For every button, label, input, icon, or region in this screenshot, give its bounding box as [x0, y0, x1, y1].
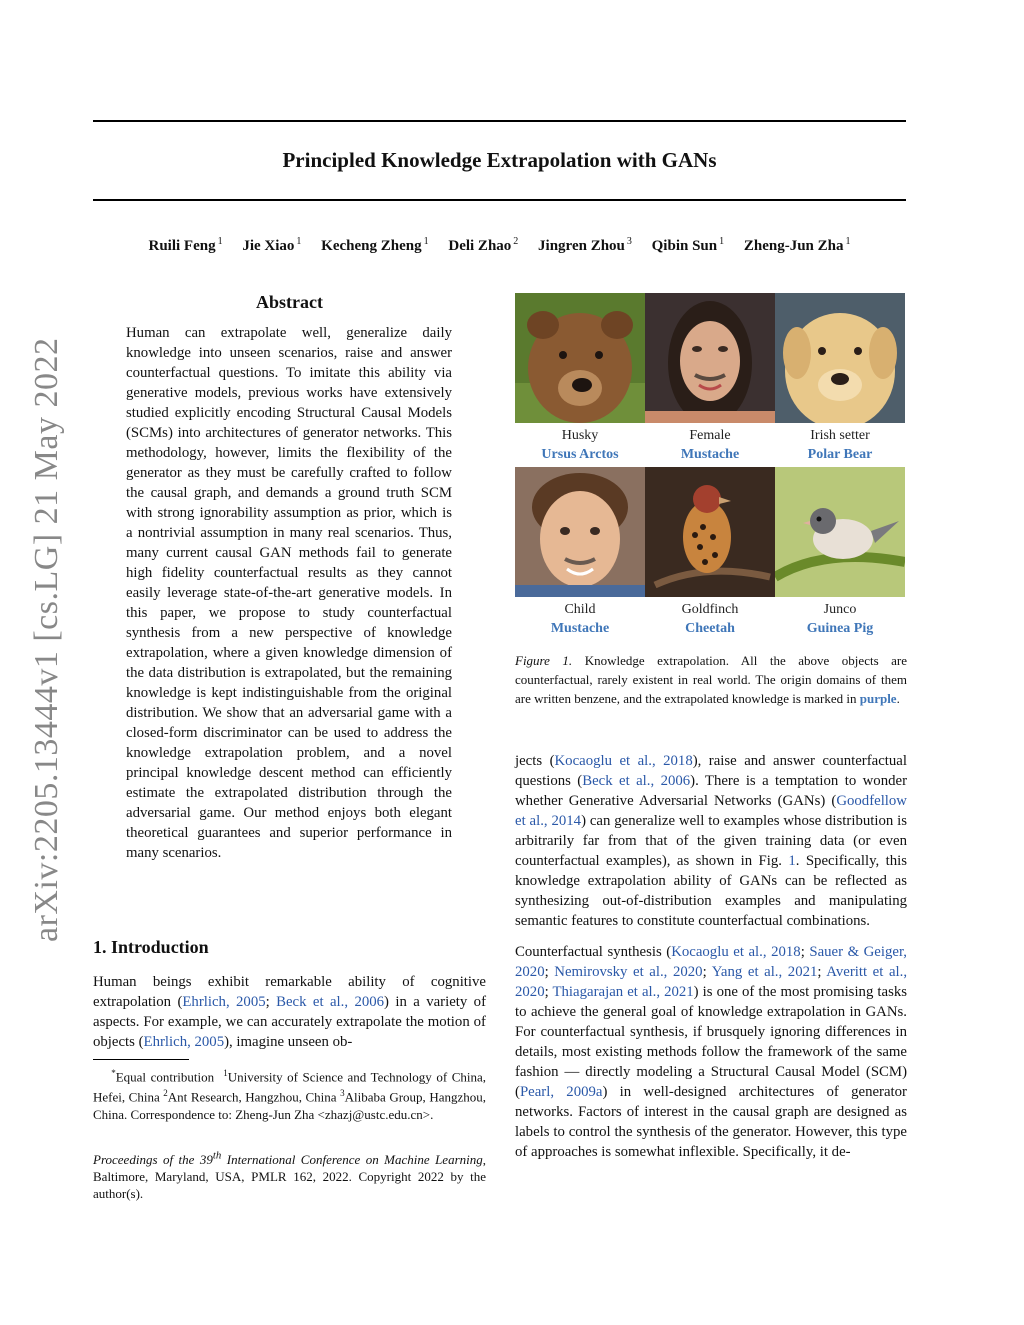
bear-husky-image	[515, 293, 645, 423]
citation-link[interactable]: Beck et al., 2006	[582, 773, 691, 789]
author: Qibin Sun $^1$	[651, 236, 725, 254]
proceedings-note: Proceedings of the 39th International Conference on Machine Learning, Baltimore, Maryland, USA, PMLR 162, 2022. Copyright 2022 by the author(s).	[93, 1150, 487, 1202]
figure-label: Husky Ursus Arctos	[541, 428, 619, 462]
citation-link[interactable]: Goodfellow et al., 2014	[515, 793, 907, 829]
right-column-text	[515, 751, 907, 1173]
author: Deli Zhao $^2$	[448, 236, 519, 254]
spotted-bird-image	[645, 467, 775, 597]
abstract-heading: Abstract	[256, 292, 323, 312]
citation-link[interactable]: Sauer & Geiger, 2020	[515, 944, 907, 980]
woman-mustache-image	[645, 293, 775, 423]
arxiv-stamp[interactable]: arXiv:2205.13444v1 [cs.LG] 21 May 2022	[28, 337, 65, 942]
paper-title: Principled Knowledge Extrapolation with GANs	[282, 148, 717, 172]
figure-label: Child Mustache	[550, 602, 610, 636]
author: Ruili Feng $^1$	[148, 236, 223, 254]
figure-label: Goldfinch Cheetah	[681, 602, 739, 636]
abstract-text: Human can extrapolate well, generalize daily knowledge into unseen scenarios, raise and answer counterfactual questions. To imitate this ability via generative models, previous works have extensively studied explicitly encoding Structural Causal Models (SCMs) into architectures of generator networks. This methodology, however, limits the flexibility of the generator as they must be carefully crafted to follow the causal graph, and demands a ground truth SCM with strong ignorability assumption as prior, which is a nontrivial assumption in many real scenarios. Thus, many current causal GAN methods fail to generate high fidelity counterfactual results as they cannot easily leverage state-of-the-art generative models. In this paper, we propose to study counterfactual synthesis from a new perspective of knowledge extrapolation, where a given knowledge dimension of the data distribution is extrapolated, but the remaining knowledge is kept indistinguishable from the original distribution. We show that an adversarial game with a closed-form discriminator can be used to address the knowledge extrapolation problem, and a novel principal knowledge descent method can efficiently estimate the extrapolated distribution through the adversarial game. Our method enjoys both elegant theoretical guarantees and superior performance in many scenarios.	[126, 325, 452, 861]
author: Zheng-Jun Zha $^1$	[743, 236, 851, 254]
author: Kecheng Zheng $^1$	[321, 236, 429, 254]
citation-link[interactable]: Ehrlich, 2005	[182, 994, 266, 1010]
figure-caption: Figure 1. Knowledge extrapolation. All the above objects are counterfactual, rarely existent in real world. The origin domains of them are written benzene, and the extrapolated knowledge is marked in purple.	[515, 653, 908, 706]
author: Jingren Zhou $^3$	[538, 236, 632, 254]
footnote-rule	[93, 1059, 189, 1060]
citation-link[interactable]: Kocaoglu et al., 2018	[671, 944, 801, 960]
figure-label: Junco Guinea Pig	[806, 602, 874, 636]
figure-label: Female Mustache	[680, 428, 740, 462]
body-paragraph: jects (Kocaoglu et al., 2018), raise and answer counterfactual questions (Beck et al., 2006). There is a temptation to wonder whether Generative Adversarial Networks (GANs) (Goodfellow et al., 2014) can generalize well to examples whose distribution is arbitrarily far from that of the given training data (or even counterfactual examples), as shown in Fig. 1. Specifically, this knowledge extrapolation ability of GANs can be reflected as synthesizing out-of-distribution examples and manipulating semantic features to constitute counterfactual combinations.	[515, 753, 907, 929]
title-top-rule	[93, 120, 906, 122]
citation-link[interactable]: Pearl, 2009a	[519, 1084, 603, 1100]
title-bottom-rule	[93, 199, 906, 201]
child-mustache-image	[515, 467, 645, 597]
citation-link[interactable]: Ehrlich, 2005	[143, 1034, 225, 1050]
figure-label: Irish setter Polar Bear	[807, 428, 873, 462]
intro-paragraph: Human beings exhibit remarkable ability of cognitive extrapolation (Ehrlich, 2005; Beck et al., 2006) in a variety of aspects. For example, we can accurately extrapolate the motion of objects (Ehrlich, 2005), imagine unseen ob-	[93, 974, 486, 1050]
figure-ref-link[interactable]: 1	[788, 853, 796, 869]
citation-link[interactable]: Thiagarajan et al., 2021	[552, 984, 694, 1000]
junco-bird-image	[775, 467, 905, 597]
citation-link[interactable]: Nemirovsky et al., 2020	[554, 964, 703, 980]
author: Jie Xiao $^1$	[242, 236, 302, 254]
affiliation-footnote: *Equal contribution $^1$University of Science and Technology of China, Hefei, China $^2$Ant Research, Hangzhou, China $^3$Alibaba Group, Hangzhou, China. Correspondence to: Zheng-Jun Zha <zhazj@ustc.edu.cn>.	[93, 1068, 487, 1122]
citation-link[interactable]: Yang et al., 2021	[711, 964, 818, 980]
section-heading-introduction: 1. Introduction	[93, 937, 209, 957]
body-paragraph: Counterfactual synthesis (Kocaoglu et al., 2018; Sauer & Geiger, 2020; Nemirovsky et al., 2020; Yang et al., 2021; Averitt et al., 2020; Thiagarajan et al., 2021) is one of the most promising tasks to achieve the general goal of knowledge extrapolation in GANs. For counterfactual synthesis, if brusquely ignoring differences in details, most existing methods follow the framework of the same fashion — directly modeling a Structural Causal Model (SCM) (Pearl, 2009a) in well-designed architectures of generator networks. Factors of interest in the causal graph are designed as labels to control the synthesis of the generator. However, this type of approaches is somewhat inflexible. Specifically, it de-	[515, 944, 908, 1160]
polar-dog-image	[775, 293, 905, 423]
citation-link[interactable]: Beck et al., 2006	[276, 994, 385, 1010]
author-list	[93, 236, 906, 255]
citation-link[interactable]: Averitt et al., 2020	[515, 964, 908, 1000]
citation-link[interactable]: Kocaoglu et al., 2018	[554, 753, 693, 769]
